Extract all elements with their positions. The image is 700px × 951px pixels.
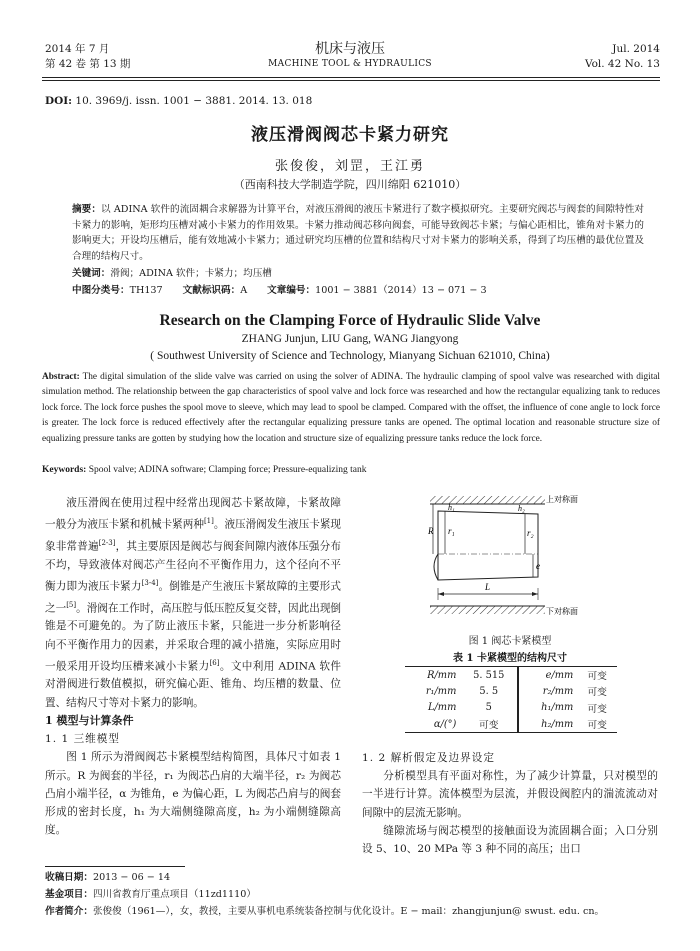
table-cell: 5. 515 [460,667,518,684]
label-upper-symmetry: 上对称面 [546,495,578,504]
author-bio [45,903,660,920]
citation-ref: [3-4] [141,578,159,587]
body-right-column [362,749,658,858]
table-cell: 可变 [587,703,607,715]
table-cell: 5 [485,702,492,714]
subsection-heading-1-1: 1. 1 三维模型 [45,733,120,746]
journal-name-cn: 机床与液压 [315,41,385,57]
keywords-en [42,465,367,475]
citation-ref: [6] [209,658,220,667]
table-cell: α/(°) [405,716,460,733]
article-no-value: 1001 − 3881（2014）13 − 071 − 3 [315,285,487,296]
table-cell: r₂/mm [518,683,577,700]
abstract-en-label: Abstract: [42,372,80,382]
table-1-structure-dimensions [405,666,617,733]
paper-title-cn: 液压滑阀阀芯卡紧力研究 [251,125,449,145]
doc-code-label: 文献标识码： [182,285,241,296]
abstract-en-text: The digital simulation of the slide valve was carried on using the solver of ADINA. The hydraulic clamping of spool valve was researched with digital simulation method. The relationship between the gap characteristics of spool valve and lock force was researched and how the rectangular equalizing tank to reduces lock force. The lock force pushes the spool move to sleeve, which may lead to spool be clamped. Compared with the offset, the influence of cone angle to lock force is greater. The lock force is reduced effectively after the rectangular equalizing pressure tanks are opened. The optimal location and reasonable structure size of equalizing pressure tanks are gotten by studying how the location and structure size of equalizing pressure tanks reduce the lock force. [42,372,660,444]
table-cell: 可变 [577,667,617,684]
label-e: e [536,561,540,571]
citation-ref: [5] [66,600,77,609]
keywords-en-label: Keywords: [42,465,87,475]
clc-value: TH137 [129,285,163,296]
doi-value: 10. 3969/j. issn. 1001 − 3881. 2014. 13. 018 [72,95,313,107]
subsection-heading-1-2: 1. 2 解析假定及边界设定 [362,752,495,764]
paper-title-en: Research on the Clamping Force of Hydraulic Slide Valve [159,312,541,329]
table-row [405,716,617,733]
keywords-cn [72,265,272,279]
abstract-en [42,370,660,447]
citation-ref: [1] [203,517,214,526]
table-cell: 可变 [460,716,518,733]
intro-text-4: 。倒锥是产生液压卡紧故障的主要形式之一 [45,580,342,615]
section-heading-1: 1 模型与计算条件 [45,713,134,727]
footnote-rule [45,866,185,867]
intro-text-3: ，其主要原因是阀芯与阀套间隙内液体压强分布不均，导致液体对阀芯产生径向不平衡作用力，这个径向不平衡力即为液压卡紧力 [45,540,342,593]
clc-label: 中图分类号： [72,285,130,296]
intro-paragraph [45,494,341,712]
table-row [405,683,617,700]
spool-stem [434,554,438,580]
table-row [405,667,617,684]
table-row [405,700,617,717]
spool-outline [438,511,538,580]
abstract-cn-label: 摘要： [72,204,102,215]
fund-value: 四川省教育厅重点项目（11zd1110） [92,889,256,900]
volume-issue-cn: 第 42 卷 第 13 期 [45,58,131,70]
label-h1: h₁ [448,503,455,512]
keywords-cn-text: 滑阀；ADINA 软件；卡紧力；均压槽 [110,268,272,279]
author-bio-label: 作者简介： [45,906,93,917]
label-R: R [428,526,434,536]
figure-1-diagram [430,494,615,622]
received-date [45,869,660,886]
abstract-cn-text: 以 ADINA 软件的流固耦合求解器为计算平台，对液压滑阀的液压卡紧进行了数字模拟研究。主要研究阀芯与阀套的间隙特性对卡紧力的影响，矩形均压槽对减小卡紧力的作用效果。卡紧力推动阀芯移向阀套，可能导致阀芯卡紧；与偏心距相比，锥角对卡紧力的影响更大；开设均压槽后，能有效地减小卡紧力；通过研究均压槽的位置和结构尺寸对卡紧力的影响关系，得到了均压槽的最优位置及合理的结构尺寸。 [72,204,644,262]
boundary-paragraph: 缝隙流场与阀芯模型的接触面设为流固耦合面；入口分别设 5、10、20 MPa 等 3 种不同的高压；出口 [362,824,658,856]
label-lower-symmetry: 下对称面 [546,607,578,616]
table-cell: L/mm [427,702,457,714]
running-header-right [585,42,660,72]
table-cell: 可变 [577,716,617,733]
article-no-label: 文章编号： [267,285,316,296]
received-value: 2013 − 06 − 14 [92,872,171,883]
model-paragraph: 图 1 所示为滑阀阀芯卡紧模型结构简图，具体尺寸如表 1 所示。R 为阀套的半径，r₁ 为阀芯凸肩的大端半径，r₂ 为阀芯凸肩小端半径，α 为锥角，e 为偏心距，L 为阀芯凸肩与的阀套形成的密封长度，h₁ 为大端侧缝隙高度，h₂ 为小端侧缝隙高度。 [45,751,341,837]
label-h2: h₂ [518,504,525,513]
assumption-paragraph: 分析模型具有平面对称性，为了减少计算量，只对模型的一半进行计算。流体模型为层流，并假设阀腔内的湍流流动对间隙中的层流无影响。 [362,770,658,819]
issue-date-cn: 2014 年 7 月 [45,43,110,55]
table-cell: 5. 5 [479,685,499,697]
header-rule [42,77,660,78]
volume-issue-en: Vol. 42 No. 13 [584,58,660,70]
intro-text-1: 液压滑阀在使用过程中经常出现阀芯卡紧故障，卡紧故障一般分为液压卡紧和机械卡紧两种 [45,497,341,531]
table-cell: e/mm [518,667,577,684]
dim-L-arrow-right [532,592,538,596]
affiliation-en: ( Southwest University of Science and Technology, Mianyang Sichuan 621010, China) [150,350,550,362]
affiliation-cn: （西南科技大学制造学院，四川绵阳 621010） [233,178,467,191]
table-1-caption: 表 1 卡紧模型的结构尺寸 [453,653,567,664]
keywords-cn-label: 关键词： [72,268,111,279]
label-r2: r₂ [527,528,534,538]
table-cell: 可变 [587,687,607,699]
journal-name-en: MACHINE TOOL & HYDRAULICS [268,59,432,69]
sleeve-bottom-hatch [430,606,545,614]
dim-L-arrow-left [438,592,444,596]
doc-code-value: A [240,285,248,296]
fund-project [45,886,660,903]
header-rule-thin [42,80,660,81]
figure-1-caption: 图 1 阀芯卡紧模型 [468,636,552,647]
label-r1: r₁ [448,526,455,536]
authors-en: ZHANG Junjun, LIU Gang, WANG Jiangyong [241,333,459,345]
intro-text-5: 。滑阀在工作时，高压腔与低压腔反复交替，因此出现倒锥是不可避免的。为了防止液压卡紧，只能进一步分析影响径向不平衡作用力的因素，并采取合理的减小措施，实际应用时一般采用开设均压槽来减小卡紧力 [45,602,342,673]
label-L: L [485,582,491,592]
doi-line [45,95,312,107]
citation-ref: [2-3] [98,538,116,547]
received-label: 收稿日期： [45,872,93,883]
doi-label: DOI: [45,95,73,107]
intro-text-6: 。文中利用 ADINA 软件对滑阀进行数值模拟，研究偏心距、锥角、均压槽的数量、位置、结构尺寸等对卡紧力的影响。 [45,660,342,709]
table-cell: h₁/mm [518,700,577,717]
classification-cn [72,282,487,296]
intro-text-2: 。液压滑阀发生液压卡紧现象非常普遍 [45,518,342,553]
issue-date-en: Jul. 2014 [612,43,660,55]
table-cell: h₂/mm [518,716,577,733]
fund-label: 基金项目： [45,889,93,900]
footnotes [45,869,660,920]
author-bio-value: 张俊俊（1961—），女，教授，主要从事机电系统装备控制与优化设计。E − mail：zhangjunjun@ swust. edu. cn。 [92,906,605,917]
authors-cn: 张俊俊，刘罡，王江勇 [274,159,425,174]
abstract-cn [72,202,644,264]
body-left-column [45,494,341,839]
keywords-en-text: Spool valve; ADINA software; Clamping force; Pressure-equalizing tank [86,465,367,475]
table-cell: r₁/mm [425,685,457,697]
table-cell: R/mm [405,667,460,684]
